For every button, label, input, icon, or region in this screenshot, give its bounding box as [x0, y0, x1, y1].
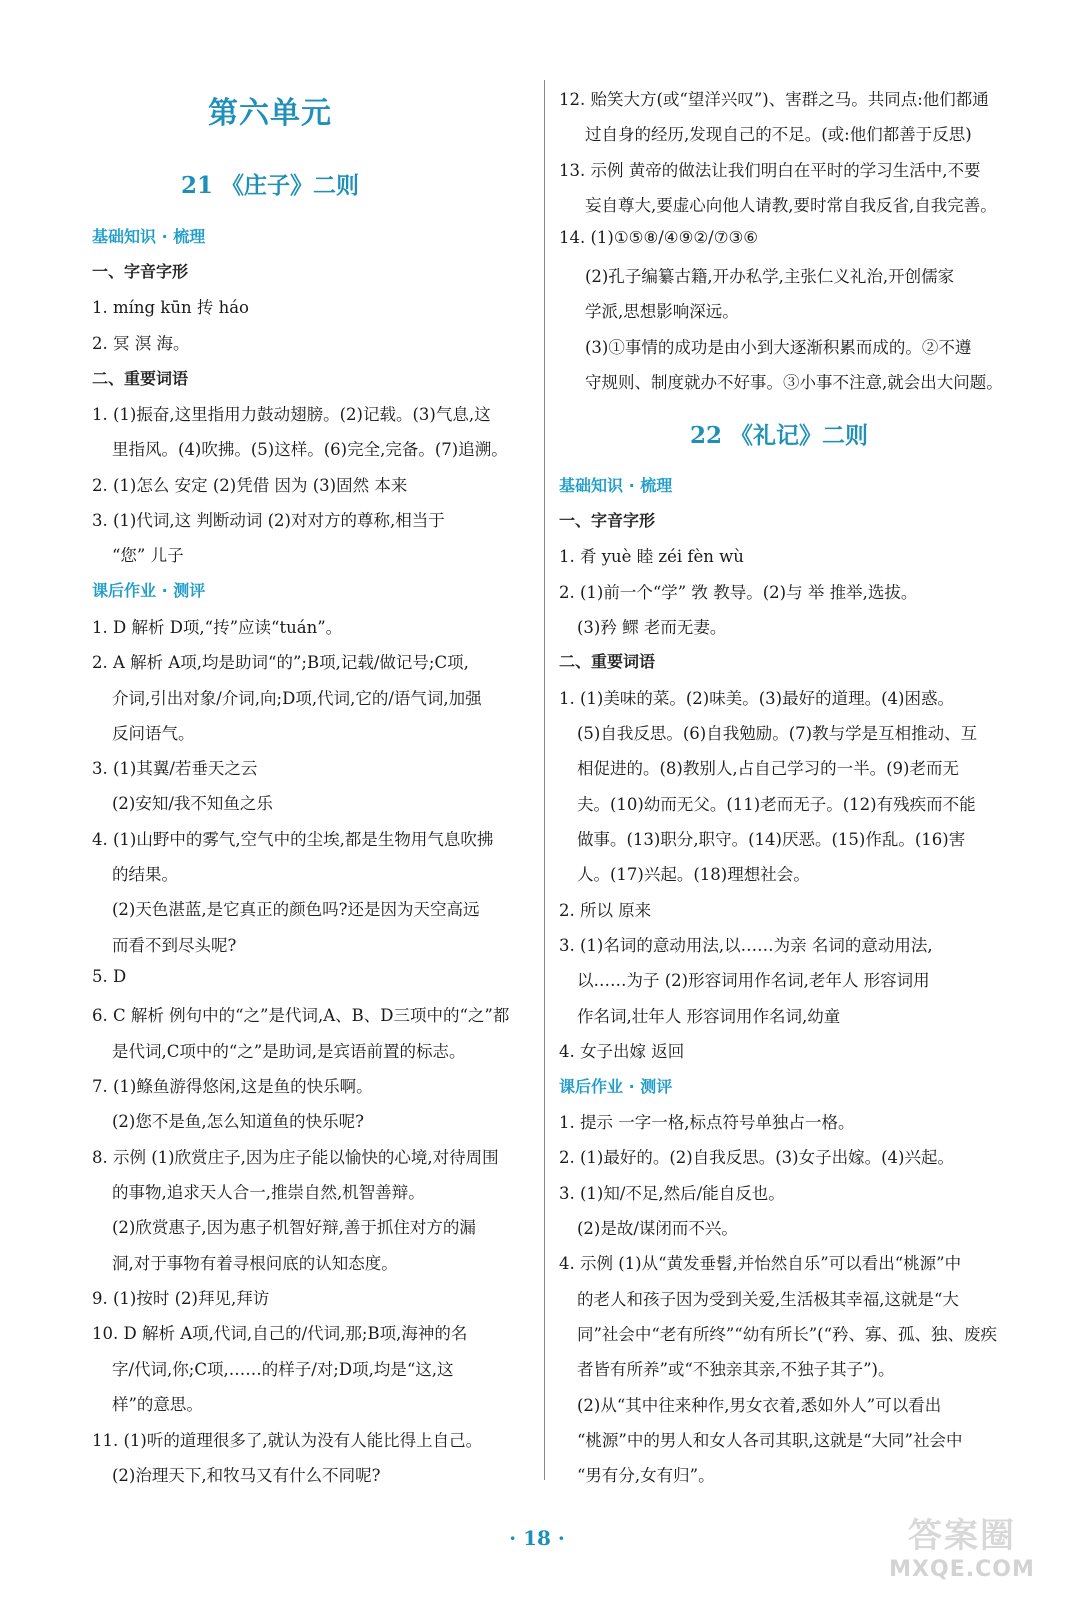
answer-line: 妄自尊大,要虚心向他人请教,要时常自我反省,自我完善。: [585, 196, 997, 215]
answer-line: (2)安知/我不知鱼之乐: [112, 794, 273, 813]
answer-line: 守规则、制度就办不好事。③小事不注意,就会出大问题。: [585, 373, 1003, 392]
page-number: · 18 ·: [509, 1526, 565, 1550]
answer-line: 2. A 解析 A项,均是助词“的”;B项,记载/做记号;C项,: [92, 653, 469, 672]
unit-title: 第六单元: [208, 96, 332, 131]
answer-line: 4. 女子出嫁 返回: [559, 1042, 685, 1061]
answer-line: 的事物,追求天人合一,推崇自然,机智善辩。: [112, 1183, 425, 1202]
subsection-pronunciation: 一、字音字形: [559, 511, 656, 530]
lesson-22-title: 22 《礼记》二则: [689, 422, 868, 449]
answer-line: 3. (1)名词的意动用法,以……为亲 名词的意动用法,: [559, 936, 933, 955]
answer-line: 做事。(13)职分,职守。(14)厌恶。(15)作乱。(16)害: [577, 830, 966, 849]
answer-line: 12. 贻笑大方(或“望洋兴叹”)、害群之马。共同点:他们都通: [559, 90, 989, 109]
answer-line: 的老人和孩子因为受到关爱,生活极其幸福,这就是“大: [577, 1290, 959, 1309]
answer-line: 7. (1)鲦鱼游得悠闲,这是鱼的快乐啊。: [92, 1077, 373, 1096]
answer-line: 2. (1)前一个“学” 敩 教导。(2)与 举 推举,选拔。: [559, 583, 918, 602]
answer-line: 3. (1)其翼/若垂天之云: [92, 759, 258, 778]
answer-line: 3. (1)代词,这 判断动词 (2)对对方的尊称,相当于: [92, 511, 445, 530]
answer-line: 13. 示例 黄帝的做法让我们明白在平时的学习生活中,不要: [559, 161, 981, 180]
answer-line: 同”社会中“老有所终”“幼有所长”(“矜、寡、孤、独、废疾: [577, 1325, 998, 1344]
answer-line: 3. (1)知/不足,然后/能自反也。: [559, 1184, 785, 1203]
answer-line: 过自身的经历,发现自己的不足。(或:他们都善于反思): [585, 125, 972, 144]
answer-line: (3)矜 鳏 老而无妻。: [577, 618, 727, 637]
answer-line: 里指风。(4)吹拂。(5)这样。(6)完全,完备。(7)追溯。: [112, 440, 508, 459]
answer-line: 反问语气。: [112, 724, 195, 743]
answer-line: 相促进的。(8)教别人,占自己学习的一半。(9)老而无: [577, 759, 959, 778]
answer-line: (2)从“其中往来种作,男女衣着,悉如外人”可以看出: [577, 1396, 942, 1415]
subsection-vocab: 二、重要词语: [92, 369, 189, 388]
answer-line: “您” 儿子: [112, 546, 184, 565]
answer-line: “桃源”中的男人和女人各司其职,这就是“大同”社会中: [577, 1431, 963, 1450]
answer-line: 的结果。: [112, 865, 178, 884]
answer-line: 9. (1)按时 (2)拜见,拜访: [92, 1289, 270, 1308]
answer-line: (2)孔子编纂古籍,开办私学,主张仁义礼治,开创儒家: [585, 267, 955, 286]
answer-line: 样”的意思。: [112, 1395, 203, 1414]
answer-line: 介词,引出对象/介词,向;D项,代词,它的/语气词,加强: [112, 689, 482, 708]
answer-line: (2)天色湛蓝,是它真正的颜色吗?还是因为天空高远: [112, 900, 480, 919]
answer-line: 2. (1)怎么 安定 (2)凭借 因为 (3)固然 本来: [92, 476, 408, 495]
answer-line: 14. (1)①⑤⑧/④⑨②/⑦③⑥: [559, 228, 759, 247]
section-basic-knowledge: 基础知识 · 梳理: [92, 227, 206, 246]
section-homework: 课后作业 · 测评: [92, 581, 206, 600]
answer-line: 2. (1)最好的。(2)自我反思。(3)女子出嫁。(4)兴起。: [559, 1148, 954, 1167]
answer-line: (2)是故/谋闭而不兴。: [577, 1219, 738, 1238]
answer-line: 6. C 解析 例句中的“之”是代词,A、B、D三项中的“之”都: [92, 1006, 510, 1025]
answer-line: 1. D 解析 D项,“抟”应读“tuán”。: [92, 618, 343, 637]
answer-line: 1. 提示 一字一格,标点符号单独占一格。: [559, 1113, 855, 1132]
column-divider: [544, 80, 545, 1480]
subsection-vocab: 二、重要词语: [559, 652, 656, 671]
answer-line: (2)欣赏惠子,因为惠子机智好辩,善于抓住对方的漏: [112, 1218, 476, 1237]
answer-line: 字/代词,你;C项,……的样子/对;D项,均是“这,这: [112, 1360, 454, 1379]
answer-line: 8. 示例 (1)欣赏庄子,因为庄子能以愉快的心境,对待周围: [92, 1148, 499, 1167]
section-basic-knowledge: 基础知识 · 梳理: [559, 476, 673, 495]
answer-line: 11. (1)听的道理很多了,就认为没有人能比得上自己。: [92, 1431, 483, 1450]
answer-line: 1. 肴 yuè 睦 zéi fèn wù: [559, 547, 744, 566]
answer-line: 10. D 解析 A项,代词,自己的/代词,那;B项,海神的名: [92, 1324, 468, 1343]
answer-line: 是代词,C项中的“之”是助词,是宾语前置的标志。: [112, 1042, 466, 1061]
watermark-logo: [872, 1508, 1052, 1590]
answer-line: 以……为子 (2)形容词用作名词,老年人 形容词用: [577, 971, 930, 990]
watermark-text-top: 答案圈: [908, 1516, 1016, 1556]
answer-line: 人。(17)兴起。(18)理想社会。: [577, 865, 810, 884]
answer-line: 5. D: [92, 967, 127, 986]
answer-line: 者皆有所养”或“不独亲其亲,不独子其子”)。: [577, 1360, 895, 1379]
answer-line: (2)您不是鱼,怎么知道鱼的快乐呢?: [112, 1112, 364, 1131]
answer-line: 2. 冥 溟 海。: [92, 334, 190, 353]
answer-line: (2)治理天下,和牧马又有什么不同呢?: [112, 1466, 381, 1485]
answer-line: 1. (1)振奋,这里指用力鼓动翅膀。(2)记载。(3)气息,这: [92, 405, 491, 424]
answer-line: 学派,思想影响深远。: [585, 302, 739, 321]
answer-line: “男有分,女有归”。: [577, 1466, 715, 1485]
answer-line: 4. (1)山野中的雾气,空气中的尘埃,都是生物用气息吹拂: [92, 830, 494, 849]
answer-line: (3)①事情的成功是由小到大逐渐积累而成的。②不遵: [585, 338, 972, 357]
watermark-text-bottom: MXQE.COM: [889, 1557, 1035, 1582]
answer-line: 而看不到尽头呢?: [112, 936, 237, 955]
answer-line: 2. 所以 原来: [559, 901, 652, 920]
answer-line: 夫。(10)幼而无父。(11)老而无子。(12)有残疾而不能: [577, 795, 976, 814]
answer-line: 洞,对于事物有着寻根问底的认知态度。: [112, 1254, 398, 1273]
answer-line: 作名词,壮年人 形容词用作名词,幼童: [577, 1007, 841, 1026]
answer-line: 1. (1)美味的菜。(2)味美。(3)最好的道理。(4)困惑。: [559, 689, 954, 708]
section-homework: 课后作业 · 测评: [559, 1077, 673, 1096]
answer-line: (5)自我反思。(6)自我勉励。(7)教与学是互相推动、互: [577, 724, 978, 743]
subsection-pronunciation: 一、字音字形: [92, 262, 189, 281]
answer-line: 1. míng kūn 抟 háo: [92, 298, 249, 317]
answer-line: 4. 示例 (1)从“黄发垂髫,并怡然自乐”可以看出“桃源”中: [559, 1254, 962, 1273]
lesson-21-title: 21 《庄子》二则: [180, 172, 359, 199]
